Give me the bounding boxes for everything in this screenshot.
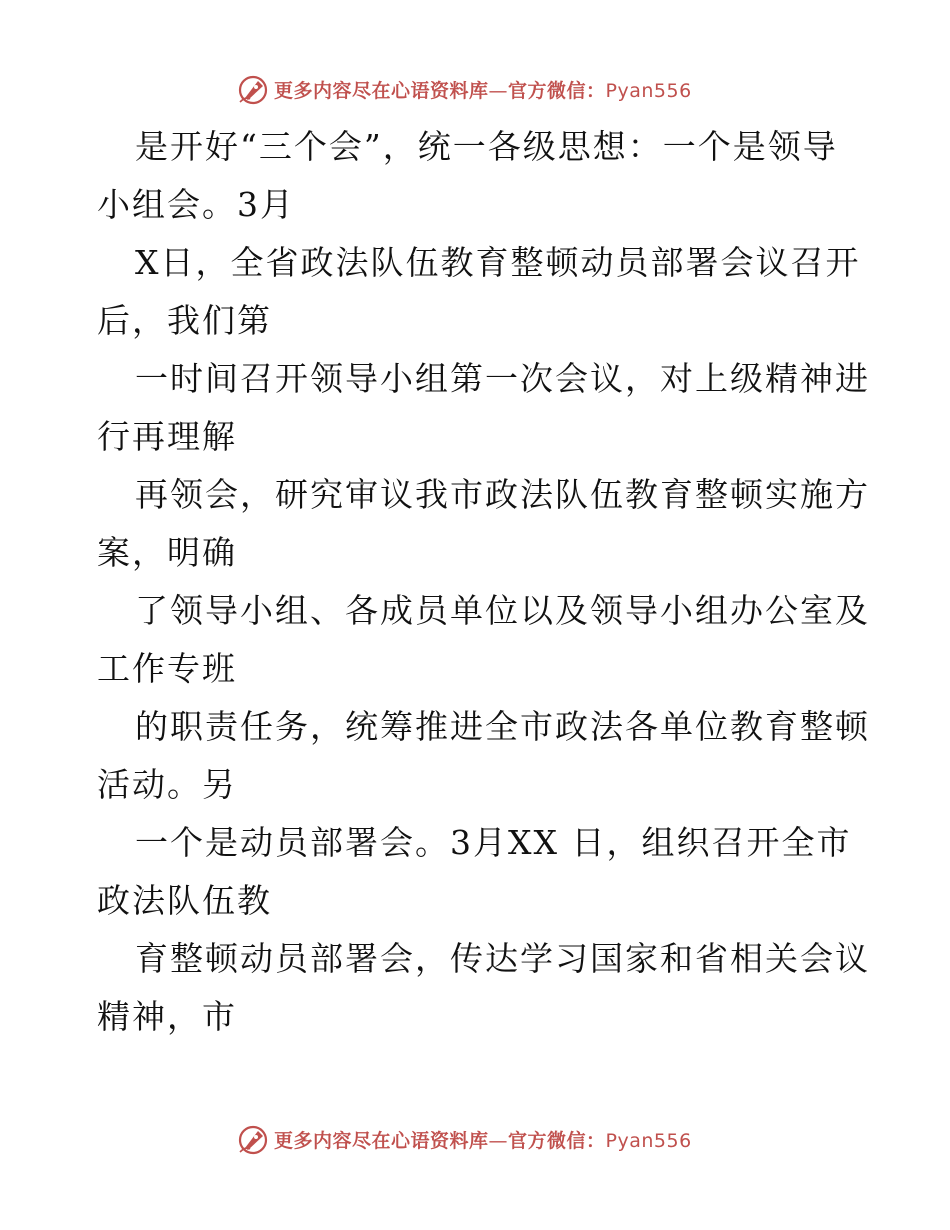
- body-line: 一时间召开领导小组第一次会议，对上级精神进: [135, 359, 870, 398]
- watermark-dash: —: [488, 79, 509, 102]
- body-line: 了领导小组、各成员单位以及领导小组办公室及: [135, 591, 870, 630]
- body-line: 行再理解: [97, 417, 237, 456]
- watermark-wechat-id: Pyan556: [605, 1129, 692, 1152]
- body-line: 一个是动员部署会。3月XX 日，组织召开全市: [135, 823, 852, 862]
- watermark-library-text: 更多内容尽在心语资料库: [274, 1129, 489, 1152]
- body-line: 案，明确: [97, 533, 237, 572]
- pen-nib-logo-icon: [236, 1122, 270, 1156]
- watermark-wechat-label: 官方微信：: [508, 79, 606, 102]
- watermark-wechat-id: Pyan556: [605, 79, 692, 102]
- body-line: 活动。另: [97, 765, 237, 804]
- body-line: 后，我们第: [97, 301, 272, 340]
- body-line: 的职责任务，统筹推进全市政法各单位教育整顿: [135, 707, 870, 746]
- body-line: 是开好“三个会”，统一各级思想：一个是领导: [135, 127, 838, 166]
- document-body: [97, 118, 870, 1046]
- watermark-text: [274, 76, 692, 103]
- body-line: 政法队伍教: [97, 881, 272, 920]
- body-line: 小组会。3月: [97, 185, 295, 224]
- body-line: 再领会，研究审议我市政法队伍教育整顿实施方: [135, 475, 870, 514]
- body-line: X日，全省政法队伍教育整顿动员部署会议召开: [135, 243, 861, 282]
- watermark-dash: —: [488, 1129, 509, 1152]
- watermark-library-text: 更多内容尽在心语资料库: [274, 79, 489, 102]
- body-line: 育整顿动员部署会，传达学习国家和省相关会议: [135, 939, 870, 978]
- footer-watermark: [236, 1122, 692, 1156]
- watermark-wechat-label: 官方微信：: [508, 1129, 606, 1152]
- watermark-text: [274, 1126, 692, 1153]
- body-line: 工作专班: [97, 649, 237, 688]
- header-watermark: [236, 72, 692, 106]
- pen-nib-logo-icon: [236, 72, 270, 106]
- body-line: 精神，市: [97, 997, 237, 1036]
